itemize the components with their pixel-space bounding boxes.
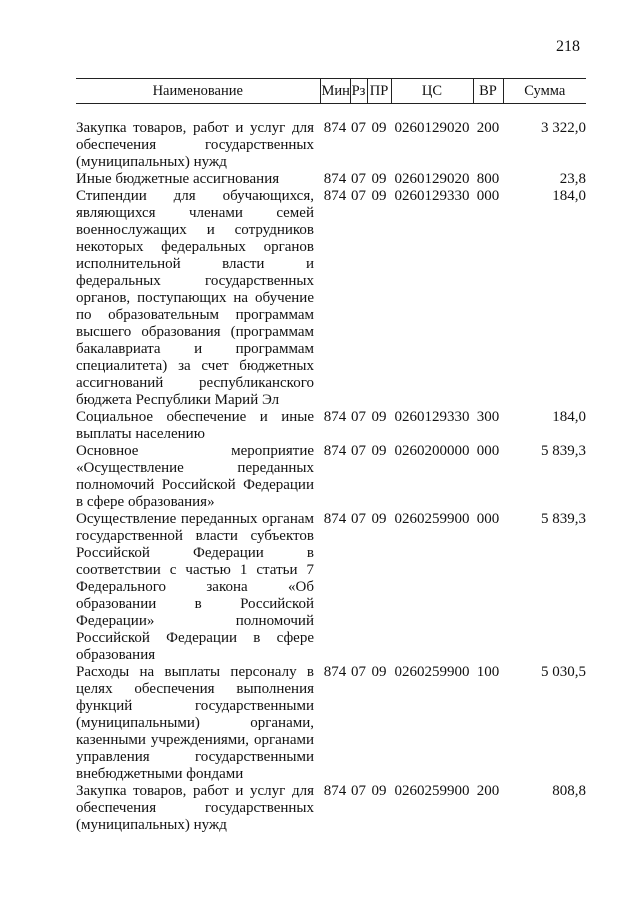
- header-rz: Рз: [350, 79, 367, 104]
- table-row: [76, 188, 586, 409]
- row-rz: 07: [351, 664, 366, 680]
- row-vr: 200: [476, 120, 500, 136]
- row-rz: 07: [351, 409, 366, 425]
- table-row: [76, 120, 586, 171]
- row-sum: 5 839,3: [541, 443, 586, 459]
- row-vr: 200: [476, 783, 500, 799]
- table-row: [76, 664, 586, 783]
- row-min: 874: [323, 664, 347, 680]
- row-sum: 184,0: [552, 188, 586, 204]
- row-min: 874: [323, 409, 347, 425]
- row-sum: 23,8: [559, 171, 586, 187]
- table-body: [76, 104, 586, 835]
- row-pr: 09: [371, 120, 387, 136]
- row-cs: 0260129330: [394, 188, 470, 204]
- row-pr: 09: [371, 511, 387, 527]
- row-cs: 0260259900: [394, 783, 470, 799]
- row-cs: 0260129020: [394, 171, 470, 187]
- page-number: 218: [556, 38, 580, 55]
- row-cs: 0260129020: [394, 120, 470, 136]
- row-vr: 000: [476, 511, 500, 527]
- row-name: Закупка товаров, работ и услуг для обеспечения государственных (муниципальных) нужд: [76, 783, 314, 833]
- row-cs: 0260200000: [394, 443, 470, 459]
- row-name: Иные бюджетные ассигнования: [76, 171, 280, 187]
- table-row: [76, 171, 586, 188]
- row-min: 874: [323, 188, 347, 204]
- row-vr: 800: [476, 171, 500, 187]
- row-min: 874: [323, 511, 347, 527]
- table-header: [76, 79, 586, 104]
- row-name: Основное мероприятие «Осуществление переданных полномочий Российской Федерации в сфере образования»: [76, 443, 314, 510]
- table-row: [76, 511, 586, 664]
- row-sum: 184,0: [552, 409, 586, 425]
- row-pr: 09: [371, 409, 387, 425]
- row-cs: 0260259900: [394, 664, 470, 680]
- table-row: [76, 783, 586, 834]
- row-cs: 0260129330: [394, 409, 470, 425]
- row-vr: 000: [476, 443, 500, 459]
- row-vr: 100: [476, 664, 500, 680]
- row-rz: 07: [351, 171, 366, 187]
- row-pr: 09: [371, 188, 387, 204]
- row-vr: 300: [476, 409, 500, 425]
- row-pr: 09: [371, 664, 387, 680]
- table-row: [76, 409, 586, 443]
- row-min: 874: [323, 783, 347, 799]
- row-rz: 07: [351, 443, 366, 459]
- row-pr: 09: [371, 171, 387, 187]
- row-rz: 07: [351, 511, 366, 527]
- row-cs: 0260259900: [394, 511, 470, 527]
- row-name: Стипендии для обучающихся, являющихся членами семей военнослужащих и сотрудников некоторых федеральных органов исполнительной власти и федеральных государственных органов, поступающих на обучение по образовательным программам высшего образования (программам бакалавриата и программам специалитета) за счет бюджетных ассигнований республиканского бюджета Республики Марий Эл: [76, 188, 314, 408]
- row-name: Осуществление переданных органам государственной власти субъектов Российской Федерации в соответствии с частью 1 статьи 7 Федерального закона «Об образовании в Российской Федерации» полномочий Российской Федерации в сфере образования: [76, 511, 314, 663]
- row-rz: 07: [351, 783, 366, 799]
- row-pr: 09: [371, 783, 387, 799]
- row-name: Социальное обеспечение и иные выплаты населению: [76, 409, 314, 442]
- row-pr: 09: [371, 443, 387, 459]
- row-sum: 5 839,3: [541, 511, 586, 527]
- row-name: Расходы на выплаты персоналу в целях обеспечения выполнения функций государственными (муниципальными) органами, казенными учреждениями, органами управления государственными внебюджетными фондами: [76, 664, 314, 782]
- header-cs: ЦС: [391, 79, 473, 104]
- row-sum: 3 322,0: [541, 120, 586, 136]
- table-row: [76, 443, 586, 511]
- row-rz: 07: [351, 120, 366, 136]
- header-sum: Сумма: [503, 79, 586, 104]
- row-sum: 5 030,5: [541, 664, 586, 680]
- row-min: 874: [323, 120, 347, 136]
- budget-table: [76, 78, 586, 834]
- header-vr: ВР: [473, 79, 503, 104]
- row-rz: 07: [351, 188, 366, 204]
- header-name: Наименование: [76, 79, 320, 104]
- row-min: 874: [323, 171, 347, 187]
- row-sum: 808,8: [552, 783, 586, 799]
- header-min: Мин: [320, 79, 350, 104]
- header-pr: ПР: [367, 79, 391, 104]
- row-name: Закупка товаров, работ и услуг для обеспечения государственных (муниципальных) нужд: [76, 120, 314, 170]
- row-min: 874: [323, 443, 347, 459]
- row-vr: 000: [476, 188, 500, 204]
